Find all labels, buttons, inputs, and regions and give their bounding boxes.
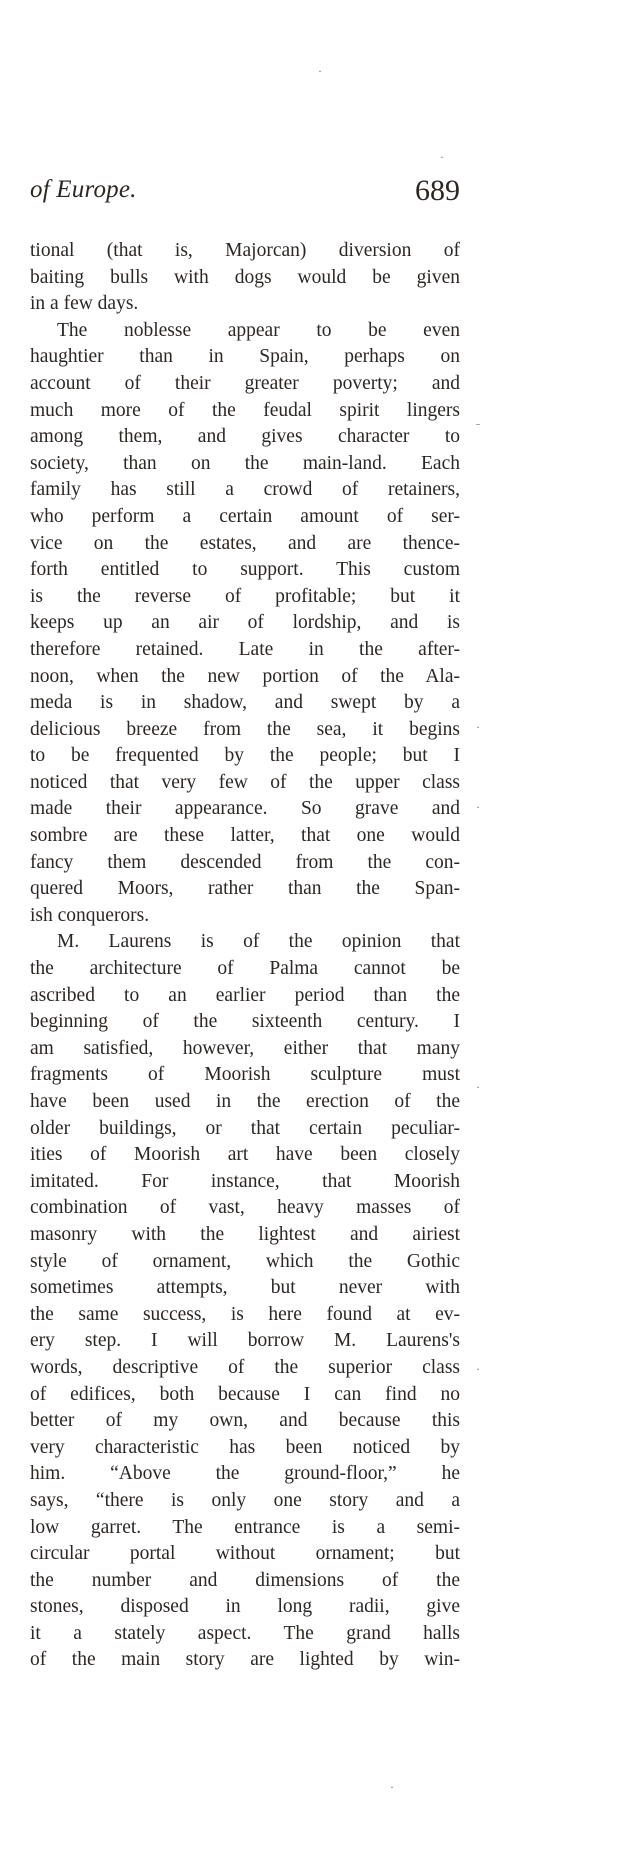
text-line: of the main story are lighted by win- bbox=[30, 1649, 460, 1671]
text-line: to be frequented by the people; but I bbox=[30, 745, 460, 767]
text-line: ery step. I will borrow M. Laurens's bbox=[30, 1330, 460, 1352]
text-line: ascribed to an earlier period than the bbox=[30, 984, 460, 1006]
text-line: meda is in shadow, and swept by a bbox=[30, 692, 460, 714]
text-line: fragments of Moorish sculpture must bbox=[30, 1064, 460, 1086]
print-speck: · bbox=[390, 1780, 394, 1794]
page-number: 689 bbox=[415, 174, 460, 207]
text-line: The noblesse appear to be even bbox=[57, 319, 460, 341]
text-line: words, descriptive of the superior class bbox=[30, 1356, 460, 1378]
text-line: much more of the feudal spirit lingers bbox=[30, 399, 460, 421]
print-speck: ˉ bbox=[476, 420, 480, 434]
print-speck: · bbox=[476, 800, 480, 814]
page-header bbox=[30, 176, 460, 216]
paragraph-architecture bbox=[30, 929, 460, 1674]
text-line: sometimes attempts, but never with bbox=[30, 1277, 460, 1299]
text-line: ities of Moorish art have been closely bbox=[30, 1144, 460, 1166]
text-line: haughtier than in Spain, perhaps on bbox=[30, 346, 460, 368]
text-line: account of their greater poverty; and bbox=[30, 372, 460, 394]
text-line: keeps up an air of lordship, and is bbox=[30, 612, 460, 634]
text-line: stones, disposed in long radii, give bbox=[30, 1596, 460, 1618]
print-speck: · bbox=[318, 64, 322, 78]
text-line: society, than on the main-land. Each bbox=[30, 452, 460, 474]
text-line: ish conquerors. bbox=[30, 904, 150, 926]
print-speck: · bbox=[440, 150, 444, 164]
text-line: low garret. The entrance is a semi- bbox=[30, 1516, 460, 1538]
text-line: who perform a certain amount of ser- bbox=[30, 505, 460, 527]
text-line: delicious breeze from the sea, it begins bbox=[30, 718, 460, 740]
text-line: beginning of the sixteenth century. I bbox=[30, 1011, 460, 1033]
print-speck: · bbox=[476, 1080, 480, 1094]
text-line: the number and dimensions of the bbox=[30, 1569, 460, 1591]
text-line: am satisfied, however, either that many bbox=[30, 1037, 460, 1059]
text-line: sombre are these latter, that one would bbox=[30, 825, 460, 847]
paragraph-noblesse bbox=[30, 318, 460, 930]
body-text bbox=[30, 238, 460, 1674]
text-line: masonry with the lightest and airiest bbox=[30, 1223, 460, 1245]
text-line: him. “Above the ground-floor,” he bbox=[30, 1463, 460, 1485]
text-line: family has still a crowd of retainers, bbox=[30, 479, 460, 501]
text-line: imitated. For instance, that Moorish bbox=[30, 1170, 460, 1192]
text-line: is the reverse of profitable; but it bbox=[30, 585, 460, 607]
text-line: combination of vast, heavy masses of bbox=[30, 1197, 460, 1219]
text-line: baiting bulls with dogs would be given bbox=[30, 266, 460, 288]
text-line: of edifices, both because I can find no bbox=[30, 1383, 460, 1405]
text-line: it a stately aspect. The grand halls bbox=[30, 1622, 460, 1644]
text-line: vice on the estates, and are thence- bbox=[30, 532, 460, 554]
text-line: made their appearance. So grave and bbox=[30, 798, 460, 820]
text-line: therefore retained. Late in the after- bbox=[30, 638, 460, 660]
text-line: forth entitled to support. This custom bbox=[30, 559, 460, 581]
text-line: noticed that very few of the upper class bbox=[30, 771, 460, 793]
text-line: style of ornament, which the Gothic bbox=[30, 1250, 460, 1272]
print-speck: · bbox=[476, 720, 480, 734]
text-line: circular portal without ornament; but bbox=[30, 1543, 460, 1565]
text-line: very characteristic has been noticed by bbox=[30, 1436, 460, 1458]
text-line: fancy them descended from the con- bbox=[30, 851, 460, 873]
text-line: says, “there is only one story and a bbox=[30, 1489, 460, 1511]
text-line: noon, when the new portion of the Ala- bbox=[30, 665, 460, 687]
paragraph-continued bbox=[30, 238, 460, 318]
text-line: have been used in the erection of the bbox=[30, 1091, 460, 1112]
text-line: in a few days. bbox=[30, 293, 139, 315]
text-line: quered Moors, rather than the Span- bbox=[30, 878, 460, 900]
text-line: older buildings, or that certain peculiar- bbox=[30, 1117, 460, 1139]
text-line: tional (that is, Majorcan) diversion of bbox=[30, 240, 460, 261]
text-line: the same success, is here found at ev- bbox=[30, 1303, 460, 1325]
text-line: better of my own, and because this bbox=[30, 1410, 460, 1432]
print-speck: · bbox=[476, 1362, 480, 1376]
text-line: the architecture of Palma cannot be bbox=[30, 958, 460, 980]
text-line: among them, and gives character to bbox=[30, 426, 460, 448]
text-line: M. Laurens is of the opinion that bbox=[57, 931, 460, 953]
running-title: of Europe. bbox=[30, 176, 137, 203]
